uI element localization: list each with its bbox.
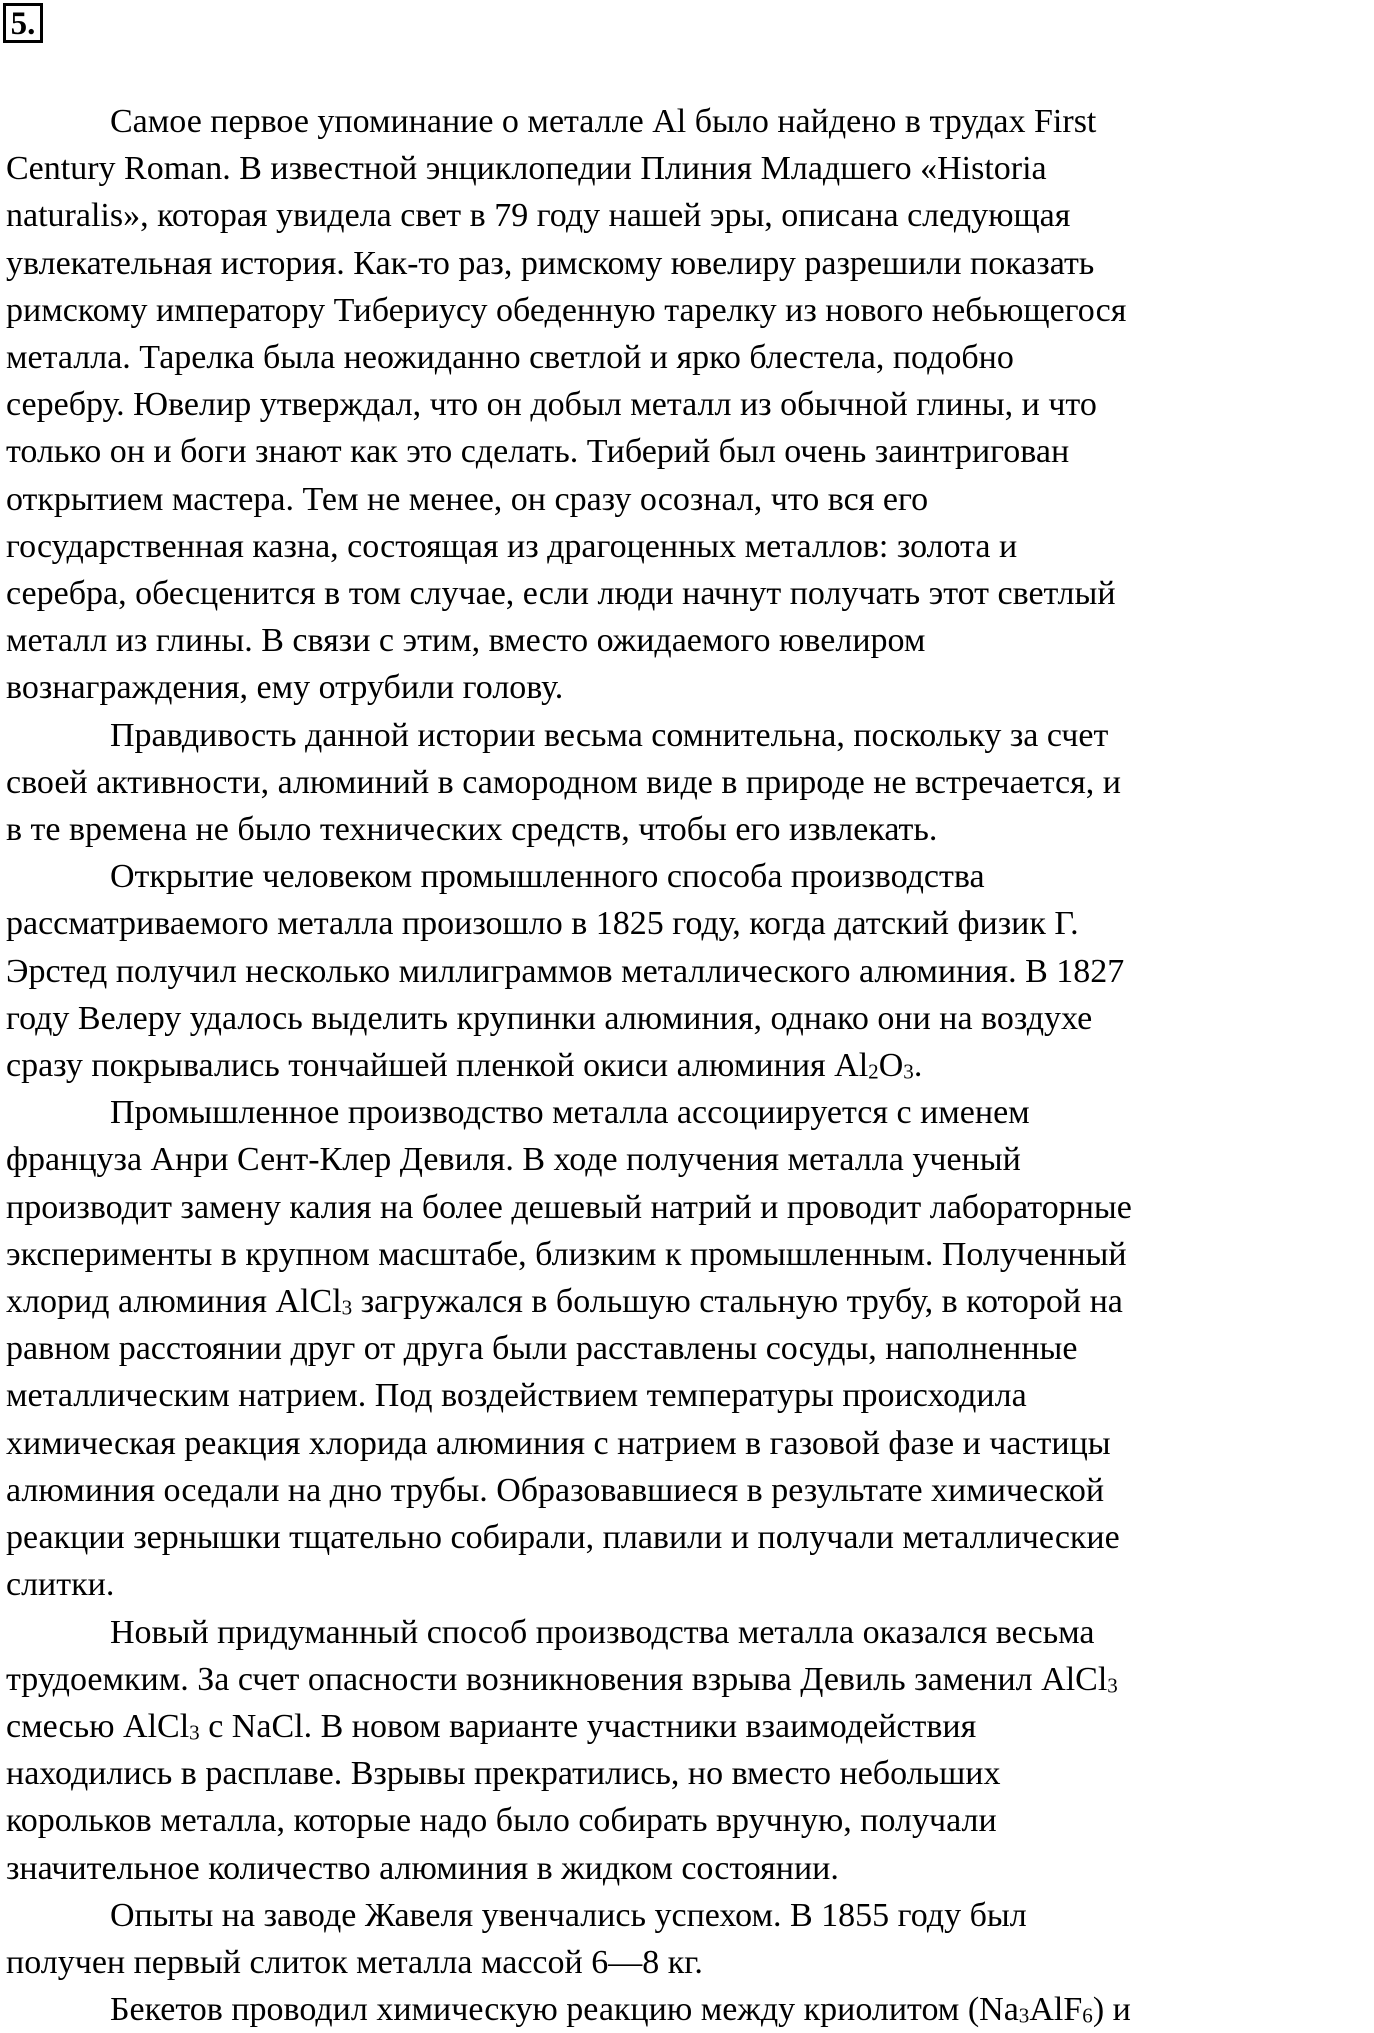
text-line: металлическим натрием. Под воздействием температуры происходила (6, 1377, 1027, 1415)
text-line: только он и боги знают как это сделать. Тиберий был очень заинтригован (6, 433, 1070, 471)
task-number-box: 5. (3, 3, 43, 43)
paragraph (6, 98, 1368, 712)
text-line: металл из глины. В связи с этим, вместо ожидаемого ювелиром (6, 622, 926, 660)
text-line: Открытие человеком промышленного способа производства (110, 858, 985, 896)
text-line: производит замену калия на более дешевый натрий и проводит лабораторные (6, 1188, 1132, 1226)
text-line: сразу покрывались тончайшей пленкой окиси алюминия $Al_2O_3$. (6, 1047, 923, 1085)
text-line: naturalis», которая увидела свет в 79 году нашей эры, описана следующая (6, 197, 1071, 235)
paragraph (6, 712, 1368, 854)
text-line: рассматриваемого металла произошло в 1825 году, когда датский физик Г. (6, 905, 1079, 943)
text-line: значительное количество алюминия в жидком состоянии. (6, 1849, 839, 1887)
text-line: году Велеру удалось выделить крупинки алюминия, однако они на воздухе (6, 999, 1093, 1037)
text-line: химическая реакция хлорида алюминия с натрием в газовой фазе и частицы (6, 1424, 1111, 1462)
text-line: государственная казна, состоящая из драгоценных металлов: золота и (6, 527, 1018, 565)
text-line: равном расстоянии друг от друга были расставлены сосуды, наполненные (6, 1330, 1078, 1368)
text-line: находились в расплаве. Взрывы прекратились, но вместо небольших (6, 1755, 1001, 1793)
text-line: Промышленное производство металла ассоциируется с именем (110, 1094, 1030, 1132)
text-line: Новый придуманный способ производства металла оказался весьма (110, 1613, 1095, 1651)
text-line: металла. Тарелка была неожиданно светлой и ярко блестела, подобно (6, 339, 1014, 377)
text-line: эксперименты в крупном масштабе, близким к промышленным. Полученный (6, 1235, 1127, 1273)
text-line: француза Анри Сент-Клер Девиля. В ходе получения металла ученый (6, 1141, 1021, 1179)
text-line: получен первый слиток металла массой 6—8 кг. (6, 1943, 703, 1981)
text-line: хлорид алюминия AlCl$_3$ загружался в большую стальную трубу, в которой на (6, 1283, 1123, 1321)
text-line: Самое первое упоминание о металле Al было найдено в трудах First (110, 103, 1097, 140)
paragraph (6, 1986, 1368, 2033)
text-line: увлекательная история. Как-то раз, римскому ювелиру разрешили показать (6, 244, 1095, 282)
text-line: трудоемким. За счет опасности возникновения взрыва Девиль заменил AlCl$_3$ (6, 1660, 1118, 1698)
paragraph (6, 853, 1368, 1089)
text-line: римскому императору Тибериусу обеденную тарелку из нового небьющегося (6, 291, 1127, 329)
text-line: своей активности, алюминий в самородном виде в природе не встречается, и (6, 763, 1121, 801)
text-line: серебру. Ювелир утверждал, что он добыл металл из обычной глины, и что (6, 386, 1097, 424)
text-line: открытием мастера. Тем не менее, он сразу осознал, что вся его (6, 480, 929, 518)
text-line: слитки. (6, 1566, 115, 1604)
text-line: Правдивость данной истории весьма сомнительна, поскольку за счет (110, 716, 1109, 754)
text-line: вознаграждения, ему отрубили голову. (6, 669, 564, 707)
document-body (6, 98, 1368, 2033)
text-line: Эрстед получил несколько миллиграммов металлического алюминия. В 1827 (6, 952, 1125, 990)
paragraph (6, 1089, 1368, 1608)
paragraph (6, 1609, 1368, 1892)
paragraph (6, 1892, 1368, 1986)
text-line: смесью AlCl$_3$ с NaCl. В новом варианте участники взаимодействия (6, 1707, 977, 1745)
text-line: Century Roman. В известной энциклопедии Плиния Младшего «Historia (6, 150, 1047, 188)
text-line: Бекетов проводил химическую реакцию между криолитом $(Na_3AlF_6)$ и (110, 1991, 1131, 2029)
text-line: Опыты на заводе Жавеля увенчались успехом. В 1855 году был (110, 1896, 1027, 1934)
text-line: в те времена не было технических средств, чтобы его извлекать. (6, 811, 938, 849)
text-line: корольков металла, которые надо было собирать вручную, получали (6, 1802, 997, 1840)
text-line: алюминия оседали на дно трубы. Образовавшиеся в результате химической (6, 1471, 1105, 1509)
text-line: реакции зернышки тщательно собирали, плавили и получали металлические (6, 1519, 1120, 1557)
text-line: серебра, обесценится в том случае, если люди начнут получать этот светлый (6, 575, 1116, 613)
